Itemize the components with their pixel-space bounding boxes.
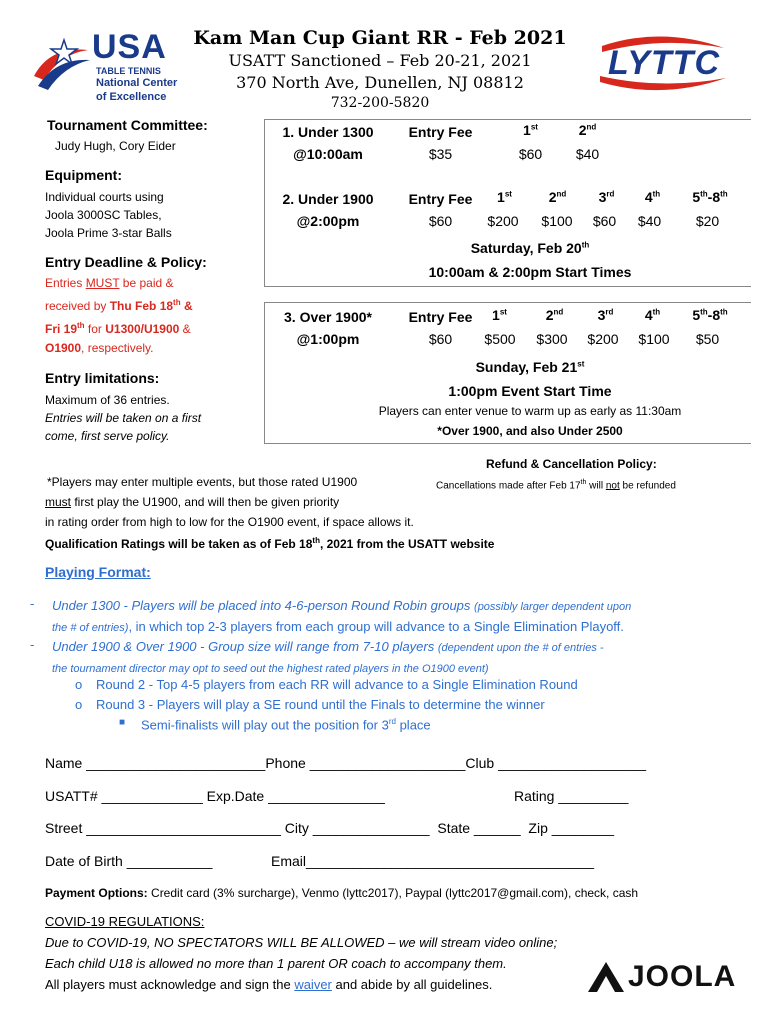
event2-time: @2:00pm [296, 213, 360, 229]
lyttc-logo-text: LYTTC [607, 44, 720, 82]
refund-heading: Refund & Cancellation Policy: [486, 457, 657, 471]
event2-prize-2: $100 [541, 213, 573, 229]
event3-prize-5: $50 [695, 331, 720, 347]
equipment-line-2: Joola 3000SC Tables, [45, 208, 162, 222]
joola-logo [588, 960, 748, 994]
usa-logo-line2: National Center [96, 77, 178, 89]
event2-fee-label: Entry Fee [408, 191, 473, 207]
limits-line-2: Entries will be taken on a first [45, 411, 202, 425]
lyttc-logo [592, 30, 732, 96]
format-dash-2: - [30, 637, 35, 652]
email-line[interactable]: Email_____________________________________ [271, 853, 595, 869]
multi-entry-line-3: in rating order from high to low for the O1900 event, if space allows it. [45, 515, 414, 529]
usa-logo-text: USA [92, 28, 167, 66]
event3-time: @1:00pm [296, 331, 360, 347]
playing-format-heading: Playing Format: [45, 564, 151, 580]
event1-time: @10:00am [293, 146, 363, 162]
waiver-link[interactable]: waiver [294, 977, 332, 992]
payment-options: Payment Options: Credit card (3% surcharge), Venmo (lyttc2017), Paypal (lyttc2017@gmail.com), check, cash [45, 886, 639, 900]
event3-prize-4: $100 [638, 331, 670, 347]
page-title: Kam Man Cup Giant RR - Feb 2021 [193, 27, 567, 49]
event3-fee: $60 [428, 331, 453, 347]
saturday-times: 10:00am & 2:00pm Start Times [428, 264, 632, 280]
covid-line-3: All players must acknowledge and sign the waiver and abide by all guidelines. [45, 977, 493, 992]
format-round-2: Round 2 - Top 4-5 players from each RR will advance to a Single Elimination Round [96, 677, 578, 692]
dob-line[interactable]: Date of Birth ___________ [45, 853, 213, 869]
covid-line-1: Due to COVID-19, NO SPECTATORS WILL BE ALLOWED – we will stream video online; [45, 935, 558, 950]
rating-line[interactable]: Rating _________ [514, 788, 629, 804]
over1900-note: *Over 1900, and also Under 2500 [437, 424, 623, 438]
deadline-text: Entries MUST be paid & received by Thu Feb 18th & Fri 19th for U1300/U1900 & O1900, respectively. [45, 276, 193, 355]
limits-line-3: come, first serve policy. [45, 429, 170, 443]
event3-name: 3. Over 1900* [284, 309, 372, 325]
event2-prize-5-label: 5th-8th [692, 189, 728, 205]
event3-fee-label: Entry Fee [408, 309, 473, 325]
limits-line-1: Maximum of 36 entries. [45, 393, 170, 407]
event2-prize-3: $60 [592, 213, 617, 229]
joola-logo-text: JOOLA [628, 960, 737, 993]
event3-prize-2-label: 2nd [545, 307, 564, 323]
multi-entry-line-2: must first play the U1900, and will then be given priority [45, 495, 340, 509]
event3-prize-2: $300 [536, 331, 568, 347]
event2-fee: $60 [428, 213, 453, 229]
usa-logo [30, 28, 190, 106]
event2-prize-5: $20 [695, 213, 720, 229]
event2-prize-1: $200 [487, 213, 519, 229]
event2-prize-4-label: 4th [644, 189, 661, 205]
format-round-3: Round 3 - Players will play a SE round until the Finals to determine the winner [96, 697, 545, 712]
round3-bullet-icon: o [75, 697, 83, 712]
event1-prize-2: $40 [575, 146, 600, 162]
format-dash-1: - [30, 596, 35, 611]
event1-prize-2-label: 2nd [578, 122, 597, 138]
address-line: 370 North Ave, Dunellen, NJ 08812 [236, 73, 524, 92]
sunday-time: 1:00pm Event Start Time [448, 383, 612, 399]
usa-logo-line3: of Excellence [96, 91, 167, 103]
event3-prize-1: $500 [484, 331, 516, 347]
covid-heading: COVID-19 REGULATIONS: [45, 914, 205, 929]
event3-prize-3: $200 [587, 331, 619, 347]
equipment-heading: Equipment: [45, 167, 122, 183]
equipment-line-1: Individual courts using [45, 190, 164, 204]
event2-prize-4: $40 [637, 213, 662, 229]
qualification-note: Qualification Ratings will be taken as of Feb 18th, 2021 from the USATT website [45, 536, 495, 551]
warmup-note: Players can enter venue to warm up as early as 11:30am [378, 404, 682, 418]
sanction-line: USATT Sanctioned – Feb 20-21, 2021 [228, 51, 532, 70]
format-item-1: Under 1300 - Players will be placed into 4-6-person Round Robin groups (possibly larger dependent upon the # of entries), in which top 2-3 players from each group will advance to a Single Elimination Playoff. [52, 598, 632, 634]
event1-fee: $35 [428, 146, 453, 162]
joola-triangle-icon [588, 962, 624, 992]
format-item-2: Under 1900 & Over 1900 - Group size will range from 7-10 players (dependent upon the # of entries - the tournament director may opt to seed out the highest rated players in the O1900 event) [52, 639, 604, 675]
event3-prize-3-label: 3rd [597, 307, 614, 323]
format-semifinal: Semi-finalists will play out the position for 3rd place [141, 717, 431, 733]
event2-prize-1-label: 1st [497, 189, 512, 205]
usatt-expdate-line[interactable]: USATT# _____________ Exp.Date _______________ [45, 788, 385, 804]
semifinal-bullet-icon: ■ [119, 717, 126, 728]
covid-line-2: Each child U18 is allowed no more than 1 parent OR coach to accompany them. [45, 956, 507, 971]
usa-star-swoosh-icon [30, 36, 92, 98]
sunday-date: Sunday, Feb 21st [475, 359, 585, 375]
name-phone-club-line[interactable]: Name _______________________Phone ____________________Club ___________________ [45, 755, 647, 771]
event1-fee-label: Entry Fee [408, 124, 473, 140]
multi-entry-line-1: *Players may enter multiple events, but those rated U1900 [47, 475, 358, 489]
event2-prize-2-label: 2nd [548, 189, 567, 205]
committee-heading: Tournament Committee: [47, 117, 208, 133]
deadline-heading: Entry Deadline & Policy: [45, 254, 207, 270]
usa-logo-line1: TABLE TENNIS [96, 66, 161, 76]
event1-prize-1-label: 1st [523, 122, 538, 138]
equipment-line-3: Joola Prime 3-star Balls [45, 226, 172, 240]
saturday-date: Saturday, Feb 20th [470, 240, 590, 256]
event3-prize-4-label: 4th [644, 307, 661, 323]
event2-name: 2. Under 1900 [282, 191, 374, 207]
street-city-state-zip-line[interactable]: Street _________________________ City _______________ State ______ Zip ________ [45, 820, 615, 836]
refund-text: Cancellations made after Feb 17th will not be refunded [436, 479, 676, 492]
event1-name: 1. Under 1300 [282, 124, 374, 140]
event3-prize-5-label: 5th-8th [692, 307, 728, 323]
event3-prize-1-label: 1st [492, 307, 507, 323]
committee-names: Judy Hugh, Cory Eider [55, 139, 176, 153]
round2-bullet-icon: o [75, 677, 83, 692]
event2-prize-3-label: 3rd [598, 189, 615, 205]
limits-heading: Entry limitations: [45, 370, 160, 386]
phone-line: 732-200-5820 [330, 95, 430, 111]
event1-prize-1: $60 [518, 146, 543, 162]
